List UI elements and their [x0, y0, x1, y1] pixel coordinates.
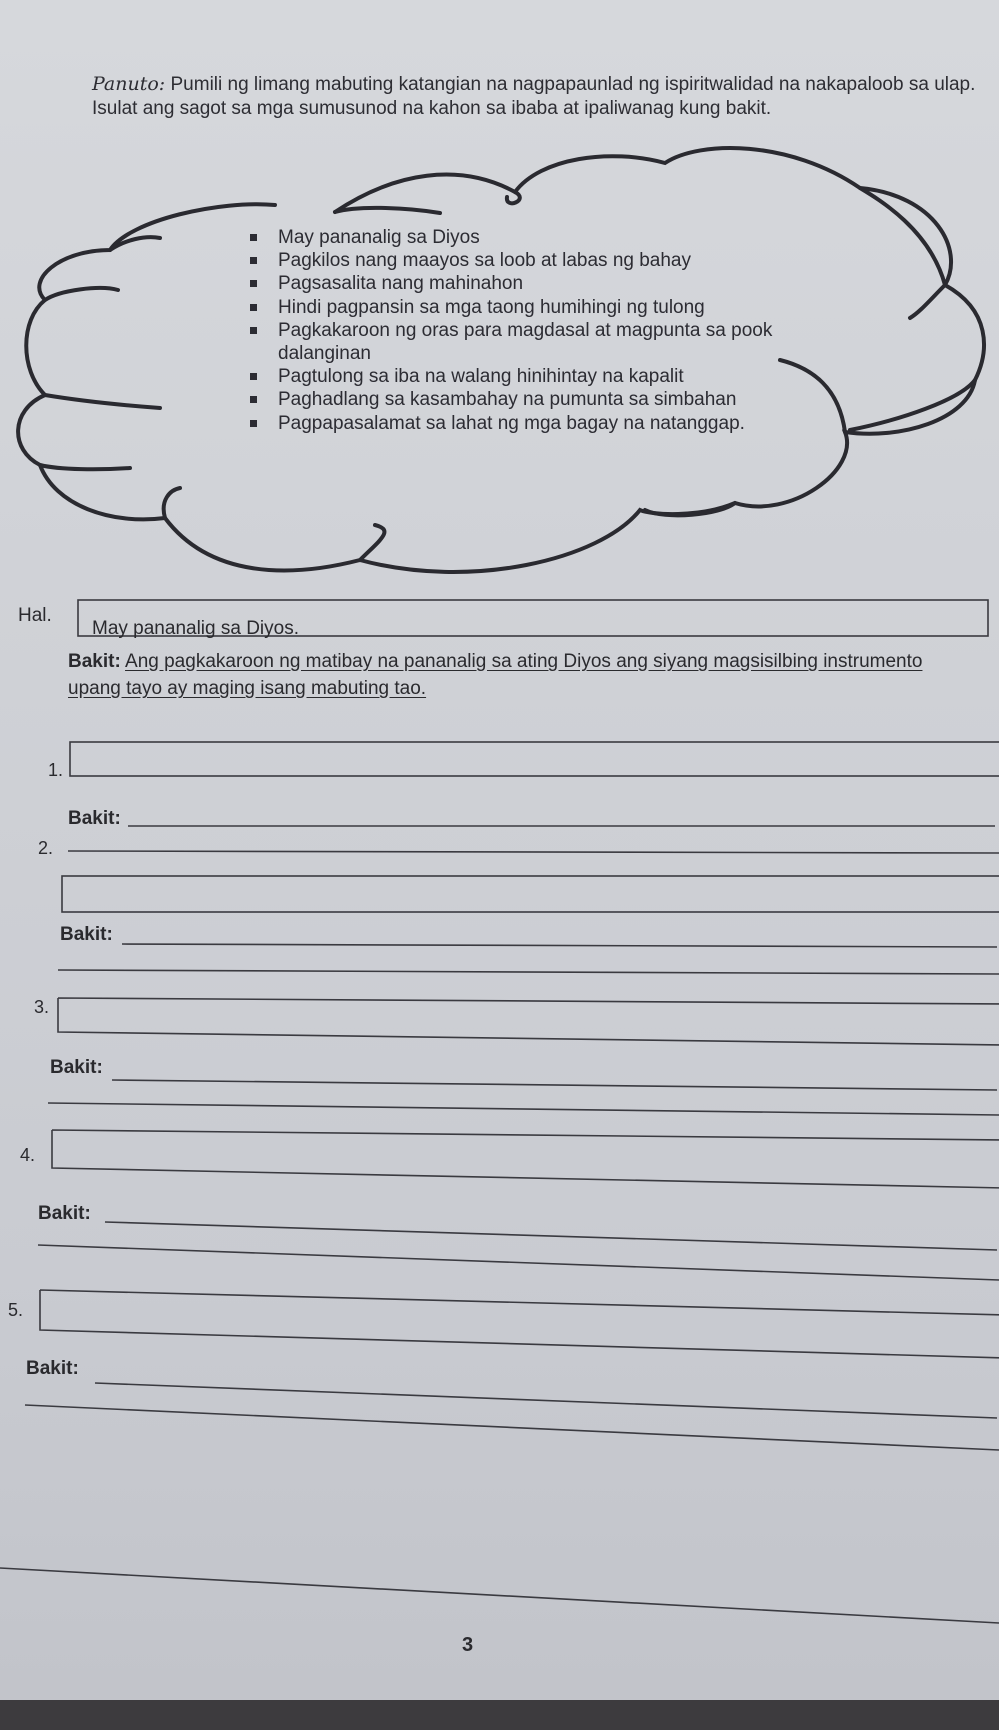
answer-box-2	[62, 876, 999, 912]
page-number: 3	[462, 1634, 474, 1656]
instruction-text: Pumili ng limang mabuting katangian na nagpapaunlad ng ispiritwalidad na nakapaloob sa ulap. Isulat ang sagot sa mga sumusunod na kahon sa ibaba at ipaliwanag kung bakit.	[92, 74, 976, 119]
list-item: Pagsasalita nang mahinahon	[248, 272, 788, 295]
example-bakit-text: Ang pagkakaroon ng matibay na pananalig sa ating Diyos ang siyang magsisilbing instrumento upang tayo ay maging isang mabuting tao.	[68, 651, 923, 699]
list-item: Paghadlang sa kasambahay na pumunta sa simbahan	[248, 388, 788, 411]
bullet-square-icon	[250, 257, 257, 264]
bullet-square-icon	[250, 420, 257, 427]
bullet-square-icon	[250, 234, 257, 241]
answer-bakit-label-1: Bakit:	[68, 808, 121, 829]
instruction-label: Panuto:	[92, 73, 166, 95]
answer-bakit-label-5: Bakit:	[26, 1358, 79, 1379]
answer-number-4: 4.	[20, 1145, 36, 1165]
answer-number-3: 3.	[34, 997, 50, 1017]
example-bakit-label: Bakit:	[68, 651, 121, 672]
bullet-square-icon	[250, 327, 257, 334]
example-label: Hal.	[18, 605, 52, 626]
bullet-square-icon	[250, 304, 257, 311]
cloud-traits-list	[248, 226, 788, 435]
answer-bakit-label-4: Bakit:	[38, 1203, 91, 1224]
answer-number-2: 2.	[38, 838, 54, 858]
list-item: Pagkilos nang maayos sa loob at labas ng bahay	[248, 249, 788, 272]
list-item: Pagpapasalamat sa lahat ng mga bagay na natanggap.	[248, 412, 788, 435]
answer-number-1: 1.	[48, 760, 64, 780]
bullet-square-icon	[250, 280, 257, 287]
answer-box-1	[70, 742, 999, 776]
list-item: May pananalig sa Diyos	[248, 226, 788, 249]
answer-bakit-label-2: Bakit:	[60, 924, 113, 945]
list-item: Pagtulong sa iba na walang hinihintay na kapalit	[248, 365, 788, 388]
answer-number-5: 5.	[8, 1300, 24, 1320]
answer-bakit-label-3: Bakit:	[50, 1057, 103, 1078]
example-answer-text: May pananalig sa Diyos.	[92, 618, 299, 639]
bullet-square-icon	[250, 373, 257, 380]
list-item: Pagkakaroon ng oras para magdasal at magpunta sa pook dalanginan	[248, 319, 788, 365]
list-item: Hindi pagpansin sa mga taong humihingi ng tulong	[248, 296, 788, 319]
bullet-square-icon	[250, 396, 257, 403]
example-explanation	[68, 648, 968, 702]
